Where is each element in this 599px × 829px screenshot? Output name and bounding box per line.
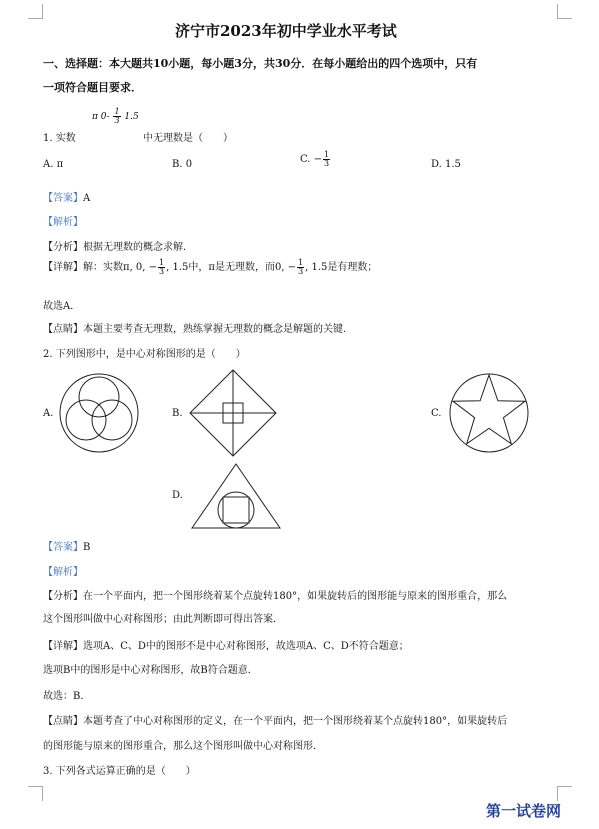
q2-dianjing-text-1: 本题考查了中心对称图形的定义，在一个平面内，把一个图形绕着某个点旋转180°，如果旋转后 — [83, 716, 508, 727]
q2-figure-d[interactable] — [190, 462, 282, 530]
q1-xiangjie-part-b: , 1.5中，π是无理数，而0, − — [166, 262, 297, 273]
section-heading-line2: 一项符合题目要求． — [43, 81, 142, 94]
q1-fenxi-text: 根据无理数的概念求解． — [83, 242, 193, 253]
q1-option-c-den: 3 — [324, 159, 330, 168]
q1-list-zero: 0 — [100, 112, 107, 122]
q1-list-tail: 1.5 — [124, 112, 139, 122]
q1-stem-suffix: 中无理数是（ ） — [143, 133, 233, 144]
q1-option-c-fraction — [323, 151, 330, 168]
q2-fenxi-tag: 【分析】 — [43, 591, 83, 602]
q2-dianjing-line1 — [43, 712, 507, 727]
crop-mark-bottom-left — [28, 786, 43, 801]
q1-xiangjie-part-a: 解：实数π, 0, − — [83, 262, 158, 273]
page-title: 济宁市2023年初中学业水平考试 — [175, 22, 397, 40]
q1-option-c-label: C. − — [300, 154, 323, 165]
q1-xiangjie-fraction-1 — [158, 259, 165, 276]
q1-xiangjie-line — [43, 258, 377, 276]
q1-stem-prefix: 1. 实数 — [43, 133, 76, 144]
crop-mark-top-right — [557, 4, 572, 19]
q2-option-c-label[interactable]: C. — [431, 408, 442, 419]
q1-list-frac-num: 1 — [114, 107, 120, 116]
q1-list-fraction — [113, 108, 120, 125]
q1-fenxi-line — [43, 238, 193, 253]
q2-figure-a[interactable] — [58, 372, 140, 454]
q2-conclusion: 故选：B． — [43, 691, 91, 702]
q1-option-c-num: 1 — [324, 150, 330, 159]
q1-option-d[interactable]: D. 1.5 — [431, 159, 461, 170]
q2-dianjing-line2: 的图形能与原来的图形重合，那么这个图形叫做中心对称图形． — [43, 741, 323, 752]
q1-option-b[interactable]: B. 0 — [172, 159, 193, 170]
q1-xiangjie-frac2-num: 1 — [298, 258, 304, 267]
watermark-text: 第一试卷网 — [486, 802, 562, 820]
q1-xiangjie-frac1-den: 3 — [159, 267, 165, 276]
q2-fenxi-text-1: 在一个平面内，把一个图形绕着某个点旋转180°，如果旋转后的图形能与原来的图形重合，那么 — [83, 591, 508, 602]
q1-analysis-tag: 【解析】 — [43, 217, 83, 228]
q1-answer-tag: 【答案】 — [43, 193, 83, 204]
q1-number-list — [92, 108, 139, 125]
q1-conclusion: 故选A． — [43, 301, 81, 312]
q2-option-a-label[interactable]: A. — [43, 408, 54, 419]
q2-option-d-label[interactable]: D. — [172, 490, 183, 501]
q2-dianjing-tag: 【点睛】 — [43, 716, 83, 727]
q2-xiangjie-text-1: 选项A、C、D中的图形不是中心对称图形，故选项A、C、D不符合题意； — [83, 641, 409, 652]
q1-list-pi: π — [92, 112, 98, 122]
q1-list-minus: - — [106, 112, 110, 122]
q2-answer-line — [43, 538, 90, 553]
q2-xiangjie-line1 — [43, 637, 409, 652]
q1-answer-line — [43, 189, 90, 204]
q1-xiangjie-part-c: , 1.5是有理数； — [305, 262, 378, 273]
q1-xiangjie-frac2-den: 3 — [298, 267, 304, 276]
q1-dianjing-tag: 【点睛】 — [43, 324, 83, 335]
q2-xiangjie-line2: 选项B中的图形是中心对称图形，故B符合题意． — [43, 665, 258, 676]
q3-stem: 3. 下列各式运算正确的是（ ） — [43, 766, 196, 777]
q2-option-b-label[interactable]: B. — [172, 408, 183, 419]
q2-figure-b[interactable] — [188, 368, 278, 458]
crop-mark-top-left — [28, 4, 43, 19]
q2-xiangjie-tag: 【详解】 — [43, 641, 83, 652]
q2-figure-c[interactable] — [448, 372, 530, 454]
crop-mark-bottom-right — [557, 786, 572, 801]
q1-option-c[interactable] — [300, 151, 331, 168]
q1-dianjing-line — [43, 320, 353, 335]
q1-xiangjie-fraction-2 — [297, 259, 304, 276]
q1-dianjing-text: 本题主要考查无理数，熟练掌握无理数的概念是解题的关键． — [83, 324, 353, 335]
q2-answer-tag: 【答案】 — [43, 542, 83, 553]
q2-fenxi-line1 — [43, 587, 507, 602]
q2-fenxi-line2: 这个图形叫做中心对称图形；由此判断即可得出答案． — [43, 614, 283, 625]
q1-list-frac-den: 3 — [114, 116, 120, 125]
q1-xiangjie-tag: 【详解】 — [43, 262, 83, 273]
q1-answer-value: A — [83, 193, 91, 204]
q1-fenxi-tag: 【分析】 — [43, 242, 83, 253]
q2-answer-value: B — [83, 542, 91, 553]
q2-analysis-tag: 【解析】 — [43, 567, 83, 578]
q1-option-a[interactable]: A. π — [43, 159, 64, 170]
q2-stem: 2. 下列图形中，是中心对称图形的是（ ） — [43, 349, 246, 360]
q1-xiangjie-frac1-num: 1 — [159, 258, 165, 267]
section-heading-line1: 一、选择题：本大题共10小题，每小题3分，共30分．在每小题给出的四个选项中，只有 — [43, 57, 478, 70]
